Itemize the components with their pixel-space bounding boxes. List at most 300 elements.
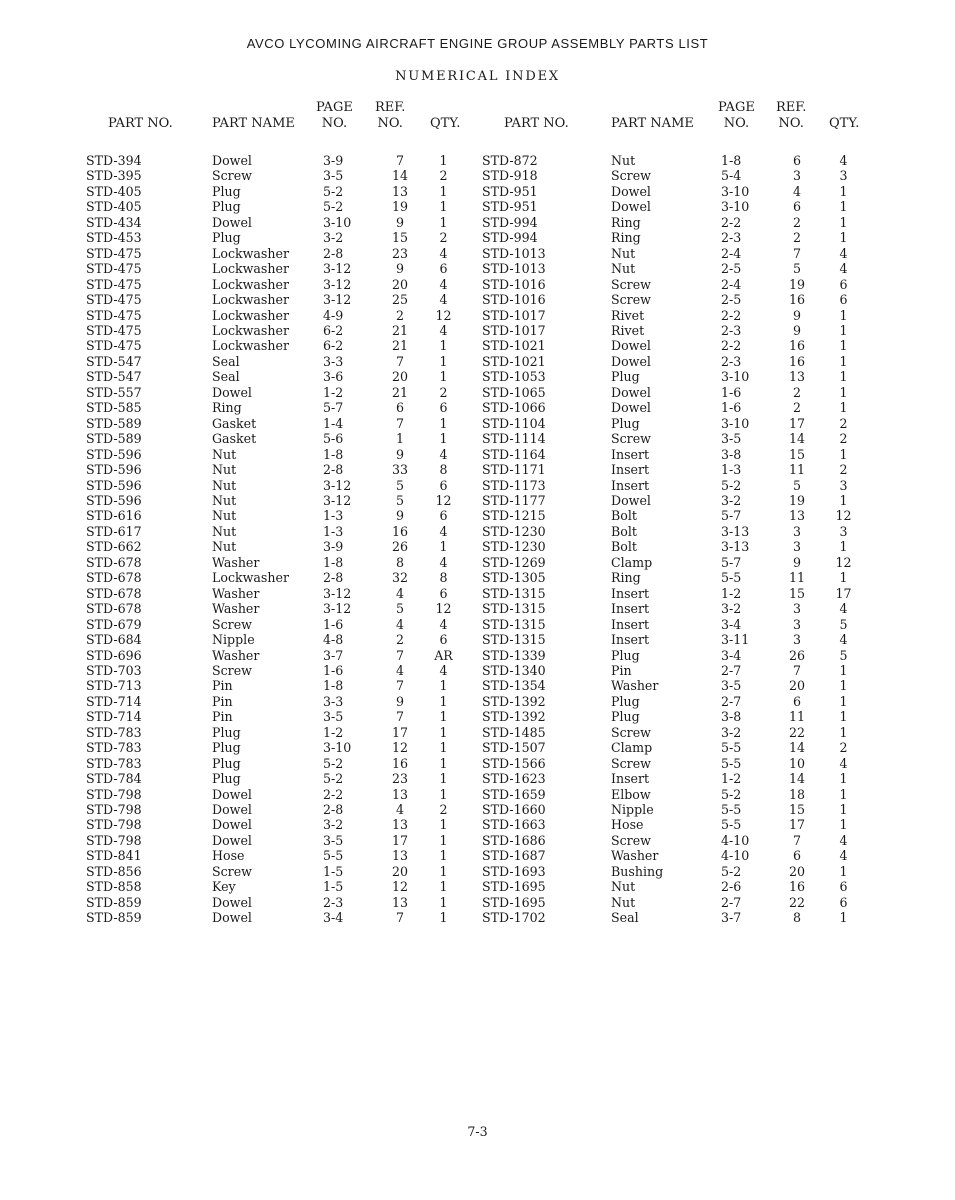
- page-number-cell: 3-5: [721, 678, 742, 694]
- page-number-cell: 3-8: [721, 709, 742, 725]
- page-number-cell: 5-5: [721, 817, 742, 833]
- ref-number: 19: [391, 199, 409, 215]
- part-number: STD-547: [86, 369, 142, 385]
- part-name: Plug: [212, 740, 241, 756]
- quantity: 4: [439, 446, 448, 462]
- page-number-cell: 3-12: [323, 585, 352, 601]
- quantity: 1: [439, 786, 448, 802]
- part-number: STD-951: [482, 183, 538, 199]
- page-number-cell: 1-2: [721, 771, 742, 787]
- quantity: 6: [439, 477, 448, 493]
- ref-number: 3: [792, 523, 801, 539]
- part-name: Washer: [212, 647, 260, 663]
- quantity: 2: [839, 462, 848, 478]
- part-number: STD-1230: [482, 539, 546, 555]
- page-number-cell: 3-13: [721, 523, 750, 539]
- quantity: 1: [439, 724, 448, 740]
- ref-number: 19: [788, 276, 806, 292]
- page-number-cell: 3-10: [721, 199, 750, 215]
- table-row: [86, 848, 468, 863]
- table-row: [482, 292, 872, 307]
- part-name: Washer: [212, 585, 260, 601]
- part-name: Lockwasher: [212, 307, 289, 323]
- ref-number: 20: [788, 863, 806, 879]
- part-name: Nut: [212, 477, 237, 493]
- part-number: STD-1021: [482, 353, 546, 369]
- part-number: STD-1021: [482, 338, 546, 354]
- part-number: STD-434: [86, 214, 142, 230]
- page-number-cell: 5-4: [721, 168, 742, 184]
- table-row: [482, 787, 872, 802]
- part-name: Insert: [611, 462, 650, 478]
- part-number: STD-1663: [482, 817, 546, 833]
- part-name: Pin: [611, 662, 632, 678]
- part-number: STD-596: [86, 492, 142, 508]
- table-row: [86, 570, 468, 585]
- page-number-cell: 3-2: [323, 817, 344, 833]
- part-number: STD-1339: [482, 647, 546, 663]
- part-name: Dowel: [212, 817, 252, 833]
- part-name: Washer: [212, 554, 260, 570]
- ref-number: 15: [391, 230, 409, 246]
- ref-number: 5: [395, 477, 404, 493]
- ref-number: 7: [395, 709, 404, 725]
- table-row: [482, 678, 872, 693]
- part-number: STD-1177: [482, 492, 546, 508]
- part-number: STD-1340: [482, 662, 546, 678]
- part-name: Screw: [212, 168, 252, 184]
- page-number-cell: 2-7: [721, 662, 742, 678]
- part-number: STD-1016: [482, 292, 546, 308]
- quantity: 1: [439, 879, 448, 895]
- page-number-cell: 3-3: [323, 693, 344, 709]
- part-number: STD-1695: [482, 894, 546, 910]
- part-number: STD-1305: [482, 570, 546, 586]
- ref-number: 9: [792, 307, 801, 323]
- part-name: Plug: [611, 369, 640, 385]
- part-name: Nipple: [611, 802, 654, 818]
- page-number-cell: 5-5: [721, 740, 742, 756]
- part-number: STD-475: [86, 261, 142, 277]
- part-name: Screw: [611, 431, 651, 447]
- part-number: STD-394: [86, 153, 142, 168]
- part-number: STD-783: [86, 755, 142, 771]
- quantity: 4: [439, 554, 448, 570]
- page-number-cell: 3-3: [323, 353, 344, 369]
- table-row: [86, 184, 468, 199]
- quantity: 12: [835, 508, 852, 524]
- part-number: STD-714: [86, 709, 142, 725]
- table-row: [482, 709, 872, 724]
- page-number-cell: 1-6: [721, 400, 742, 416]
- ref-number: 13: [391, 894, 409, 910]
- part-number: STD-679: [86, 616, 142, 632]
- part-number: STD-1114: [482, 431, 546, 447]
- ref-number: 17: [391, 724, 409, 740]
- quantity: 8: [439, 462, 448, 478]
- quantity: 1: [439, 539, 448, 555]
- part-name: Dowel: [611, 338, 651, 354]
- page-number-cell: 3-12: [323, 492, 352, 508]
- ref-number: 16: [391, 755, 409, 771]
- quantity: 1: [439, 740, 448, 756]
- page-number-cell: 3-7: [721, 910, 742, 926]
- quantity: 1: [439, 415, 448, 431]
- part-name: Screw: [611, 724, 651, 740]
- ref-number: 4: [395, 585, 404, 601]
- quantity: 2: [439, 802, 448, 818]
- quantity: 4: [439, 523, 448, 539]
- ref-number: 32: [391, 570, 409, 586]
- page-number-cell: 1-3: [323, 508, 344, 524]
- ref-number: 11: [788, 709, 806, 725]
- part-name: Nipple: [212, 632, 255, 648]
- ref-number: 16: [788, 292, 806, 308]
- part-number: STD-617: [86, 523, 142, 539]
- table-row: [86, 168, 468, 183]
- part-name: Clamp: [611, 740, 653, 756]
- ref-number: 22: [788, 894, 806, 910]
- page-number-cell: 1-6: [323, 616, 344, 632]
- table-row: [86, 292, 468, 307]
- page-number-cell: 3-11: [721, 632, 750, 648]
- table-row: [86, 369, 468, 384]
- part-name: Hose: [611, 817, 644, 833]
- part-number: STD-798: [86, 786, 142, 802]
- ref-number: 6: [792, 693, 801, 709]
- part-number: STD-1507: [482, 740, 546, 756]
- part-name: Screw: [212, 662, 252, 678]
- table-row: [482, 416, 872, 431]
- part-name: Plug: [611, 415, 640, 431]
- ref-number: 13: [391, 786, 409, 802]
- table-row: [86, 323, 468, 338]
- ref-number: 13: [788, 369, 806, 385]
- ref-number: 3: [792, 632, 801, 648]
- ref-number: 26: [391, 539, 409, 555]
- part-name: Nut: [212, 539, 237, 555]
- table-row: [482, 354, 872, 369]
- quantity: 4: [839, 755, 848, 771]
- part-name: Lockwasher: [212, 245, 289, 261]
- quantity: 4: [839, 632, 848, 648]
- ref-number: 4: [395, 616, 404, 632]
- header-ref-no: REF. NO.: [375, 100, 406, 131]
- quantity: 1: [839, 446, 848, 462]
- quantity: 1: [839, 384, 848, 400]
- part-number: STD-872: [482, 153, 538, 168]
- quantity: 1: [839, 709, 848, 725]
- table-row: [482, 493, 872, 508]
- table-row: [86, 431, 468, 446]
- table-row: [482, 756, 872, 771]
- ref-number: 7: [792, 662, 801, 678]
- part-name: Hose: [212, 848, 245, 864]
- part-number: STD-585: [86, 400, 142, 416]
- part-name: Screw: [611, 755, 651, 771]
- ref-number: 5: [395, 492, 404, 508]
- table-row: [86, 678, 468, 693]
- ref-number: 4: [395, 662, 404, 678]
- ref-number: 9: [395, 693, 404, 709]
- header-page-no: PAGE NO.: [718, 100, 755, 131]
- part-number: STD-1017: [482, 322, 546, 338]
- part-number: STD-1065: [482, 384, 546, 400]
- part-name: Insert: [611, 477, 650, 493]
- page-number-cell: 4-10: [721, 832, 750, 848]
- ref-number: 14: [788, 771, 806, 787]
- table-row: [86, 864, 468, 879]
- table-row: [482, 462, 872, 477]
- page-number-cell: 3-2: [323, 230, 344, 246]
- part-name: Nut: [212, 523, 237, 539]
- part-number: STD-678: [86, 554, 142, 570]
- quantity: 6: [839, 276, 848, 292]
- right-column-headers: [482, 99, 872, 153]
- ref-number: 7: [395, 678, 404, 694]
- ref-number: 16: [788, 879, 806, 895]
- page-number-cell: 3-5: [721, 431, 742, 447]
- table-row: [86, 261, 468, 276]
- part-number: STD-405: [86, 199, 142, 215]
- quantity: 6: [439, 632, 448, 648]
- part-name: Bushing: [611, 863, 664, 879]
- page-number-cell: 2-7: [721, 693, 742, 709]
- page-number-cell: 1-2: [323, 724, 344, 740]
- page-number-cell: 3-10: [323, 214, 352, 230]
- page-number-cell: 5-5: [323, 848, 344, 864]
- ref-number: 20: [391, 276, 409, 292]
- page-number-cell: 3-13: [721, 539, 750, 555]
- quantity: 2: [439, 384, 448, 400]
- page-number-cell: 3-5: [323, 832, 344, 848]
- ref-number: 10: [788, 755, 806, 771]
- quantity: 1: [439, 910, 448, 926]
- part-name: Dowel: [212, 786, 252, 802]
- part-number: STD-856: [86, 863, 142, 879]
- quantity: 4: [839, 832, 848, 848]
- page-number-cell: 5-2: [721, 863, 742, 879]
- part-name: Dowel: [611, 384, 651, 400]
- page-number-cell: 3-8: [721, 446, 742, 462]
- quantity: 1: [439, 693, 448, 709]
- quantity: 1: [439, 709, 448, 725]
- part-number: STD-783: [86, 740, 142, 756]
- part-name: Dowel: [611, 199, 651, 215]
- part-name: Pin: [212, 709, 233, 725]
- quantity: 1: [439, 199, 448, 215]
- page-number-cell: 5-6: [323, 431, 344, 447]
- ref-number: 9: [395, 508, 404, 524]
- table-row: [482, 153, 872, 168]
- part-number: STD-841: [86, 848, 142, 864]
- ref-number: 15: [788, 802, 806, 818]
- part-name: Ring: [611, 214, 641, 230]
- page-number-cell: 2-2: [721, 307, 742, 323]
- table-row: [482, 230, 872, 245]
- part-number: STD-678: [86, 585, 142, 601]
- page-number-cell: 2-2: [323, 786, 344, 802]
- ref-number: 1: [395, 431, 404, 447]
- header-ref-no: REF. NO.: [776, 100, 807, 131]
- part-name: Plug: [611, 693, 640, 709]
- part-number: STD-1659: [482, 786, 546, 802]
- quantity: 5: [839, 647, 848, 663]
- page-number-cell: 5-2: [323, 755, 344, 771]
- ref-number: 7: [395, 153, 404, 168]
- part-name: Washer: [611, 678, 659, 694]
- ref-number: 6: [792, 848, 801, 864]
- part-number: STD-714: [86, 693, 142, 709]
- quantity: 3: [839, 477, 848, 493]
- quantity: 4: [439, 662, 448, 678]
- part-number: STD-859: [86, 910, 142, 926]
- part-number: STD-798: [86, 817, 142, 833]
- part-name: Dowel: [212, 894, 252, 910]
- left-index-column: [86, 99, 468, 926]
- part-name: Dowel: [611, 353, 651, 369]
- part-name: Plug: [212, 199, 241, 215]
- table-row: [86, 601, 468, 616]
- ref-number: 7: [792, 245, 801, 261]
- part-number: STD-1566: [482, 755, 546, 771]
- left-column-headers: [86, 99, 468, 153]
- table-row: [86, 277, 468, 292]
- part-name: Plug: [611, 709, 640, 725]
- table-row: [86, 555, 468, 570]
- quantity: 1: [839, 910, 848, 926]
- table-row: [86, 385, 468, 400]
- ref-number: 4: [792, 183, 801, 199]
- part-number: STD-1693: [482, 863, 546, 879]
- table-row: [482, 632, 872, 647]
- ref-number: 17: [788, 415, 806, 431]
- part-number: STD-678: [86, 601, 142, 617]
- part-name: Lockwasher: [212, 261, 289, 277]
- ref-number: 21: [391, 338, 409, 354]
- page-number-cell: 1-6: [323, 662, 344, 678]
- ref-number: 2: [792, 230, 801, 246]
- ref-number: 13: [391, 817, 409, 833]
- quantity: 1: [439, 832, 448, 848]
- part-number: STD-1013: [482, 261, 546, 277]
- part-name: Washer: [212, 601, 260, 617]
- part-name: Lockwasher: [212, 322, 289, 338]
- part-number: STD-395: [86, 168, 142, 184]
- quantity: 1: [839, 570, 848, 586]
- table-row: [482, 570, 872, 585]
- part-name: Key: [212, 879, 236, 895]
- part-name: Dowel: [212, 214, 252, 230]
- ref-number: 33: [391, 462, 409, 478]
- ref-number: 15: [788, 446, 806, 462]
- table-row: [482, 447, 872, 462]
- page-number-cell: 1-8: [721, 153, 742, 168]
- table-row: [482, 802, 872, 817]
- part-number: STD-1215: [482, 508, 546, 524]
- part-number: STD-557: [86, 384, 142, 400]
- page-number-cell: 4-8: [323, 632, 344, 648]
- ref-number: 7: [395, 415, 404, 431]
- quantity: 1: [439, 183, 448, 199]
- page-number-cell: 1-5: [323, 863, 344, 879]
- part-name: Seal: [611, 910, 639, 926]
- quantity: 5: [839, 616, 848, 632]
- quantity: 1: [839, 802, 848, 818]
- table-row: [482, 369, 872, 384]
- part-name: Pin: [212, 693, 233, 709]
- part-number: STD-1687: [482, 848, 546, 864]
- part-name: Plug: [212, 183, 241, 199]
- part-name: Elbow: [611, 786, 651, 802]
- page-number-cell: 1-2: [721, 585, 742, 601]
- part-number: STD-596: [86, 462, 142, 478]
- table-row: [482, 848, 872, 863]
- page-number-cell: 1-2: [323, 384, 344, 400]
- part-name: Insert: [611, 771, 650, 787]
- part-name: Insert: [611, 585, 650, 601]
- quantity: 1: [839, 786, 848, 802]
- page-number-cell: 3-12: [323, 276, 352, 292]
- ref-number: 6: [395, 400, 404, 416]
- table-row: [86, 338, 468, 353]
- part-name: Screw: [212, 616, 252, 632]
- table-row: [86, 833, 468, 848]
- page-number-cell: 3-12: [323, 477, 352, 493]
- quantity: 4: [439, 292, 448, 308]
- ref-number: 20: [391, 369, 409, 385]
- part-number: STD-784: [86, 771, 142, 787]
- page-number-cell: 3-9: [323, 539, 344, 555]
- part-name: Plug: [212, 755, 241, 771]
- table-row: [86, 246, 468, 261]
- right-parts-table: [482, 153, 872, 926]
- ref-number: 2: [792, 400, 801, 416]
- page-number-cell: 3-4: [323, 910, 344, 926]
- table-row: [86, 153, 468, 168]
- page-number-cell: 2-5: [721, 292, 742, 308]
- document-header: AVCO LYCOMING AIRCRAFT ENGINE GROUP ASSEMBLY PARTS LIST: [246, 36, 709, 51]
- table-row: [482, 508, 872, 523]
- part-number: STD-1315: [482, 616, 546, 632]
- table-row: [482, 694, 872, 709]
- quantity: 1: [839, 322, 848, 338]
- part-number: STD-475: [86, 245, 142, 261]
- header-page-no: PAGE NO.: [316, 100, 353, 131]
- ref-number: 2: [792, 214, 801, 230]
- part-name: Pin: [212, 678, 233, 694]
- part-name: Gasket: [212, 431, 257, 447]
- page-number-cell: 2-8: [323, 462, 344, 478]
- part-name: Ring: [212, 400, 242, 416]
- quantity: 1: [439, 771, 448, 787]
- page-number-cell: 5-5: [721, 755, 742, 771]
- part-number: STD-1695: [482, 879, 546, 895]
- ref-number: 11: [788, 570, 806, 586]
- table-row: [482, 168, 872, 183]
- table-row: [482, 385, 872, 400]
- quantity: 12: [435, 307, 452, 323]
- page-number-cell: 1-6: [721, 384, 742, 400]
- part-number: STD-1686: [482, 832, 546, 848]
- table-row: [86, 215, 468, 230]
- part-name: Insert: [611, 601, 650, 617]
- table-row: [482, 617, 872, 632]
- page-number-cell: 5-7: [721, 554, 742, 570]
- page-number-cell: 3-10: [721, 415, 750, 431]
- quantity: 1: [439, 153, 448, 168]
- page-number-cell: 3-10: [323, 740, 352, 756]
